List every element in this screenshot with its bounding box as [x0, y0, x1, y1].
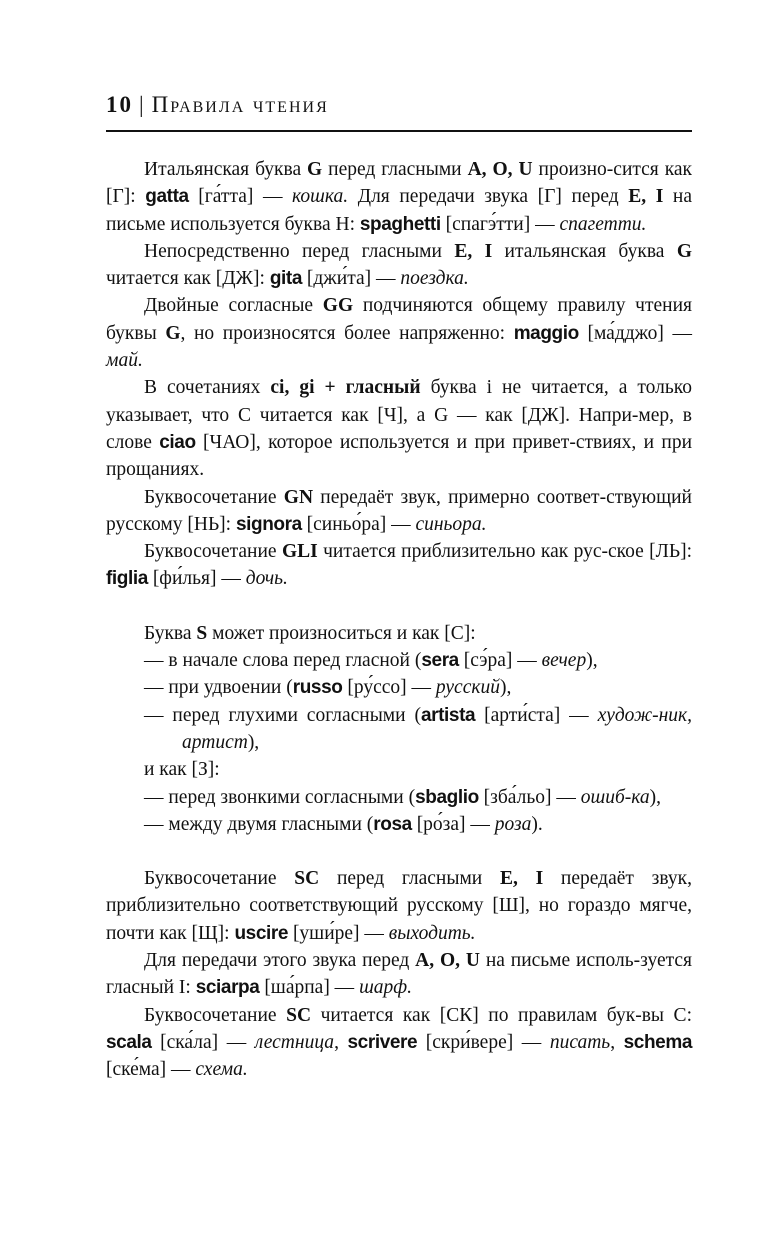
translation: дочь. [245, 568, 288, 590]
example-word: rosa [373, 813, 412, 835]
translation: синьора. [415, 513, 487, 535]
list-mid: и как [З]: [144, 759, 220, 781]
header-rule [106, 130, 692, 132]
example-word: russo [292, 677, 343, 699]
section-title: Правила чтения [151, 92, 329, 117]
example-word: ciao [159, 431, 196, 453]
translation: писать [549, 1031, 611, 1053]
translation: роза [494, 813, 532, 835]
translation: кошка. [292, 186, 349, 208]
translation: выходить. [388, 922, 476, 944]
list-intro: Буква S может произноситься и как [С]: [144, 622, 476, 644]
example-word: spaghetti [359, 213, 441, 235]
letter-s-list [106, 620, 692, 838]
example-word: figlia [106, 568, 148, 590]
paragraph-gli: Буквосочетание GLI читается приблизительно как рус-ское [ЛЬ]: figlia [фи́лья] — дочь. [106, 541, 692, 590]
list-item: — между двумя гласными (rosa [ро́за] — роза). [144, 813, 543, 835]
paragraph-g-before-ei: Непосредственно перед гласными E, I итальянская буква G читается как [ДЖ]: gita [джи́та] — поездка. [106, 240, 692, 290]
spacer [106, 593, 692, 620]
list-item: — перед глухими согласными (artista [арти́ста] — худож-ник, артист), [144, 704, 692, 753]
header-separator: | [139, 92, 146, 117]
translation: поездка. [400, 268, 469, 290]
example-word: sciarpa [195, 977, 260, 999]
translation: ошиб-ка [580, 786, 650, 808]
example-word: schema [623, 1031, 692, 1053]
list-item: — в начале слова перед гласной (sera [сэ́ра] — вечер), [144, 650, 598, 672]
example-word: sera [421, 650, 459, 672]
translation: лестница [254, 1031, 335, 1053]
example-word: gita [269, 268, 302, 290]
example-word: uscire [234, 922, 289, 944]
translation: май. [106, 350, 143, 372]
example-word: scrivere [347, 1031, 418, 1053]
spacer [106, 838, 692, 865]
example-word: signora [235, 513, 302, 535]
translation: русский [435, 677, 500, 699]
list-item: — при удвоении (russo [ру́ссо] — русский), [144, 677, 512, 699]
paragraph-sc-before-ei: Буквосочетание SC перед гласными E, I передаёт звук, приблизительно соответствующий русскому [Ш], но гораздо мягче, почти как [Щ]: uscire [уши́ре] — выходить. [106, 868, 692, 944]
paragraph-g-before-aou: Итальянская буква G перед гласными A, O, U произно-сится как [Г]: gatta [га́тта] — кошка. Для передачи звука [Г] перед E, I на письме используется буква Н: spaghetti [спагэ́тти] — спагетти. [106, 159, 693, 235]
translation: худож-ник, артист [182, 704, 692, 753]
page-body [106, 156, 692, 1084]
example-word: scala [106, 1031, 152, 1053]
example-word: gatta [145, 186, 189, 208]
translation: вечер [541, 650, 587, 672]
paragraph-ci-gi: В сочетаниях ci, gi + гласный буква i не читается, а только указывает, что С читается как [Ч], а G — как [ДЖ]. Напри-мер, в слове ciao [ЧАО], которое используется и при привет-ствиях, и при прощаниях. [106, 377, 693, 481]
list-item: — перед звонкими согласными (sbaglio [зба́льо] — ошиб-ка), [144, 786, 662, 808]
paragraph-sc-as-sk: Буквосочетание SC читается как [СК] по правилам бук-вы С: scala [ска́ла] — лестница, scrivere [скри́вере] — писать, schema [ске́ма] — схема. [106, 1004, 692, 1081]
translation: шарф. [359, 977, 413, 999]
translation: схема. [195, 1059, 248, 1081]
example-word: maggio [513, 322, 579, 344]
example-word: sbaglio [415, 786, 479, 808]
paragraph-sci-before-aou: Для передачи этого звука перед A, O, U на письме исполь-зуется гласный I: sciarpa [ша́рпа] — шарф. [106, 950, 692, 999]
translation: спагетти. [559, 213, 647, 235]
paragraph-double-gg: Двойные согласные GG подчиняются общему правилу чтения буквы G, но произносятся более напряженно: maggio [ма́дджо] — май. [106, 295, 692, 372]
page-header [106, 92, 692, 118]
paragraph-gn: Буквосочетание GN передаёт звук, примерно соответ-ствующий русскому [НЬ]: signora [синьо́ра] — синьора. [106, 486, 692, 535]
example-word: artista [420, 704, 476, 726]
page-number: 10 [106, 92, 133, 117]
